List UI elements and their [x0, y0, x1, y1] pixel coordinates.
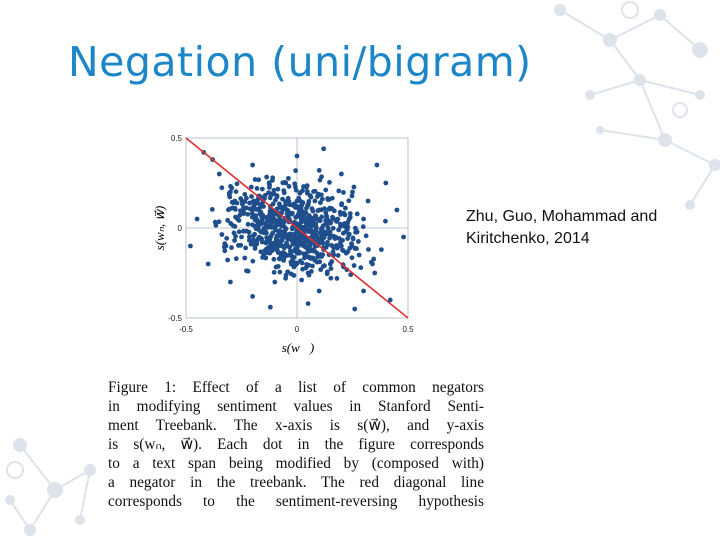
scatter-point	[383, 219, 388, 224]
scatter-point	[231, 223, 236, 228]
scatter-point	[255, 217, 260, 222]
scatter-point	[225, 258, 230, 263]
scatter-point	[323, 188, 328, 193]
scatter-point	[356, 239, 361, 244]
scatter-point	[293, 168, 298, 173]
scatter-point	[267, 212, 272, 217]
scatter-point	[273, 198, 278, 203]
scatter-point	[188, 244, 193, 249]
scatter-point	[353, 230, 358, 235]
scatter-point	[238, 243, 243, 248]
scatter-point	[339, 172, 344, 177]
scatter-point	[311, 255, 316, 260]
scatter-point	[261, 226, 266, 231]
y-axis-label: s(wₙ, w⃗)	[152, 205, 167, 251]
scatter-point	[292, 232, 297, 237]
scatter-point	[206, 262, 211, 267]
x-tick-label: 0	[294, 325, 300, 334]
scatter-point	[238, 196, 243, 201]
scatter-point	[282, 244, 287, 249]
scatter-point	[370, 262, 375, 267]
scatter-point	[293, 246, 298, 251]
scatter-point	[321, 146, 326, 151]
scatter-point	[300, 267, 305, 272]
scatter-point	[361, 224, 366, 229]
scatter-point	[314, 224, 319, 229]
scatter-point	[286, 176, 291, 181]
scatter-point	[361, 217, 366, 222]
scatter-point	[328, 276, 333, 281]
scatter-point	[250, 294, 255, 299]
citation-line: Kiritchenko, 2014	[466, 230, 590, 247]
scatter-point	[230, 200, 235, 205]
scatter-point	[304, 218, 309, 223]
scatter-point	[269, 222, 274, 227]
scatter-point	[326, 207, 331, 212]
scatter-point	[264, 175, 269, 180]
scatter-point	[283, 226, 288, 231]
scatter-point	[298, 190, 303, 195]
scatter-point	[268, 195, 273, 200]
scatter-point	[260, 187, 265, 192]
scatter-point	[305, 189, 310, 194]
scatter-point	[250, 259, 255, 264]
scatter-point	[316, 208, 321, 213]
scatter-point	[350, 193, 355, 198]
scatter-point	[277, 222, 282, 227]
scatter-point	[217, 172, 222, 177]
scatter-point	[226, 207, 231, 212]
scatter-point	[281, 188, 286, 193]
scatter-point	[261, 204, 266, 209]
scatter-point	[272, 280, 277, 285]
scatter-point	[287, 211, 292, 216]
scatter-point	[361, 289, 366, 294]
scatter-point	[401, 235, 406, 240]
scatter-point	[295, 154, 300, 159]
scatter-point	[321, 264, 326, 269]
scatter-point	[333, 235, 338, 240]
scatter-point	[319, 214, 324, 219]
scatter-point	[328, 219, 333, 224]
scatter-point	[258, 249, 263, 254]
scatter-point	[346, 198, 351, 203]
scatter-point	[210, 207, 215, 212]
scatter-point	[350, 255, 355, 260]
scatter-point	[292, 181, 297, 186]
scatter-point	[310, 264, 315, 269]
scatter-point	[290, 256, 295, 261]
scatter-point	[259, 236, 264, 241]
scatter-point	[335, 276, 340, 281]
scatter-point	[250, 163, 255, 168]
scatter-point	[293, 261, 298, 266]
scatter-point	[244, 268, 249, 273]
citation-line: Zhu, Guo, Mohammad and	[466, 208, 658, 225]
x-tick-label: 0.5	[402, 325, 414, 334]
scatter-point	[301, 213, 306, 218]
scatter-point	[366, 247, 371, 252]
scatter-point	[282, 180, 287, 185]
caption-line: ment Treebank. The x-axis is s(w⃗), and y-axis	[108, 417, 484, 434]
scatter-point	[288, 237, 293, 242]
scatter-point	[341, 231, 346, 236]
scatter-point	[272, 257, 277, 262]
scatter-point	[264, 231, 269, 236]
scatter-point	[259, 213, 264, 218]
scatter-point	[293, 215, 298, 220]
scatter-point	[234, 189, 239, 194]
scatter-point	[313, 229, 318, 234]
scatter-point	[305, 263, 310, 268]
scatter-point	[320, 252, 325, 257]
scatter-point	[324, 245, 329, 250]
scatter-point	[242, 256, 247, 261]
scatter-point	[235, 181, 240, 186]
scatter-point	[300, 261, 305, 266]
scatter-point	[304, 185, 309, 190]
scatter-point	[327, 197, 332, 202]
scatter-point	[298, 199, 303, 204]
scatter-point	[268, 236, 273, 241]
scatter-point	[343, 213, 348, 218]
scatter-point	[329, 259, 334, 264]
scatter-point	[255, 186, 260, 191]
scatter-point	[230, 206, 235, 211]
scatter-point	[331, 249, 336, 254]
x-tick-label: -0.5	[179, 325, 193, 334]
scatter-point	[232, 231, 237, 236]
scatter-point	[338, 210, 343, 215]
scatter-point	[340, 238, 345, 243]
scatter-point	[265, 250, 270, 255]
scatter-point	[228, 280, 233, 285]
scatter-point	[278, 205, 283, 210]
scatter-point	[256, 177, 261, 182]
scatter-point	[224, 236, 229, 241]
scatter-point	[251, 233, 256, 238]
scatter-point	[317, 289, 322, 294]
scatter-point	[233, 215, 238, 220]
scatter-point	[303, 237, 308, 242]
scatter-point	[327, 180, 332, 185]
scatter-point	[249, 194, 254, 199]
scatter-point	[225, 218, 230, 223]
scatter-point	[352, 185, 357, 190]
scatter-point	[237, 213, 242, 218]
scatter-point	[290, 242, 295, 247]
scatter-point	[287, 184, 292, 189]
scatter-point	[249, 242, 254, 247]
scatter-point	[324, 214, 329, 219]
scatter-point	[329, 243, 334, 248]
scatter-point	[319, 234, 324, 239]
scatter-point	[296, 204, 301, 209]
scatter-point	[336, 188, 341, 193]
scatter-point	[351, 236, 356, 241]
scatter-point	[253, 242, 258, 247]
scatter-point	[242, 199, 247, 204]
scatter-point	[306, 199, 311, 204]
scatter-point	[354, 246, 359, 251]
scatter-point	[250, 215, 255, 220]
scatter-point	[324, 222, 329, 227]
scatter-point	[395, 208, 400, 213]
scatter-point	[343, 206, 348, 211]
scatter-point	[322, 206, 327, 211]
scatter-point	[383, 181, 388, 186]
scatter-point	[318, 178, 323, 183]
scatter-point	[348, 215, 353, 220]
scatter-point	[245, 212, 250, 217]
scatter-point	[276, 187, 281, 192]
scatter-point	[332, 208, 337, 213]
scatter-point	[344, 251, 349, 256]
scatter-point	[278, 270, 283, 275]
scatter-point	[309, 248, 314, 253]
scatter-point	[345, 236, 350, 241]
scatter-point	[237, 229, 242, 234]
scatter-point	[379, 247, 384, 252]
scatter-point	[227, 191, 232, 196]
scatter-point	[315, 235, 320, 240]
scatter-point	[375, 163, 380, 168]
y-tick-label: -0.5	[168, 314, 182, 323]
scatter-point	[283, 206, 288, 211]
slide-title: Negation (uni/bigram)	[68, 38, 532, 86]
y-tick-label: 0	[177, 224, 182, 233]
scatter-point	[274, 234, 279, 239]
scatter-point	[319, 192, 324, 197]
citation	[466, 206, 696, 250]
scatter-point	[355, 211, 360, 216]
scatter-point	[341, 190, 346, 195]
caption-line: Figure 1: Effect of a list of common negators	[108, 379, 484, 396]
scatter-point	[326, 232, 331, 237]
scatter-point	[272, 270, 277, 275]
scatter-point	[352, 263, 357, 268]
scatter-point	[244, 229, 249, 234]
scatter-point	[336, 253, 341, 258]
scatter-point	[357, 253, 362, 258]
scatter-point	[195, 217, 200, 222]
scatter-point	[292, 273, 297, 278]
scatter-point	[338, 222, 343, 227]
scatter-point	[219, 185, 224, 190]
scatter-point	[268, 305, 273, 310]
scatter-point	[243, 246, 248, 251]
scatter-point	[217, 219, 222, 224]
scatter-point	[270, 175, 275, 180]
scatter-point	[263, 193, 268, 198]
scatter-point	[310, 206, 315, 211]
scatter-point	[222, 245, 227, 250]
x-axis-label: s(w⃗)	[281, 340, 315, 355]
scatter-point	[295, 241, 300, 246]
scatter-point	[284, 273, 289, 278]
scatter-point	[303, 251, 308, 256]
scatter-point	[309, 195, 314, 200]
scatter-point	[347, 232, 352, 237]
scatter-point	[349, 241, 354, 246]
y-tick-label: 0.5	[170, 134, 182, 143]
scatter-point	[320, 197, 325, 202]
scatter-point	[319, 226, 324, 231]
scatter-point	[229, 245, 234, 250]
scatter-point	[267, 180, 272, 185]
scatter-point	[331, 226, 336, 231]
scatter-point	[274, 265, 279, 270]
scatter-point	[280, 233, 285, 238]
scatter-point	[299, 278, 304, 283]
scatter-point	[339, 201, 344, 206]
scatter-point	[372, 271, 377, 276]
caption-line: in modifying sentiment values in Stanford Senti-	[108, 398, 484, 415]
scatter-point	[315, 251, 320, 256]
scatter-point	[364, 233, 369, 238]
scatter-point	[342, 221, 347, 226]
scatter-point	[366, 199, 371, 204]
scatter-point	[358, 265, 363, 270]
caption-line: corresponds to the sentiment-reversing hypothesis	[108, 493, 484, 510]
scatter-point	[308, 223, 313, 228]
scatter-plot	[150, 128, 420, 363]
scatter-point	[304, 206, 309, 211]
scatter-point	[219, 232, 224, 237]
caption-line: a negator in the treebank. The red diagonal line	[108, 474, 484, 491]
scatter-point	[232, 238, 237, 243]
figure-caption	[108, 378, 484, 511]
scatter-point	[234, 256, 239, 261]
scatter-point	[246, 222, 251, 227]
scatter-point	[270, 248, 275, 253]
caption-line: to a text span being modified by (composed with)	[108, 455, 484, 472]
scatter-point	[309, 269, 314, 274]
scatter-point	[282, 251, 287, 256]
scatter-point	[270, 216, 275, 221]
caption-line: is s(wₙ, w⃗). Each dot in the figure corresponds	[108, 436, 484, 453]
scatter-point	[277, 243, 282, 248]
scatter-point	[352, 307, 357, 312]
scatter-point	[329, 266, 334, 271]
scatter-point	[278, 239, 283, 244]
scatter-point	[313, 199, 318, 204]
scatter-point	[317, 168, 322, 173]
scatter-point	[286, 196, 291, 201]
scatter-point	[325, 240, 330, 245]
scatter-point	[237, 218, 242, 223]
scatter-point	[272, 191, 277, 196]
scatter-point	[235, 201, 240, 206]
scatter-point	[253, 201, 258, 206]
scatter-point	[281, 220, 286, 225]
scatter-point	[263, 256, 268, 261]
scatter-point	[327, 236, 332, 241]
scatter-point	[239, 235, 244, 240]
scatter-point	[306, 301, 311, 306]
scatter-point	[229, 186, 234, 191]
scatter-point	[371, 257, 376, 262]
scatter-point	[317, 259, 322, 264]
scatter-point	[311, 189, 316, 194]
scatter-point	[325, 269, 330, 274]
scatter-point	[244, 205, 249, 210]
scatter-point	[333, 218, 338, 223]
